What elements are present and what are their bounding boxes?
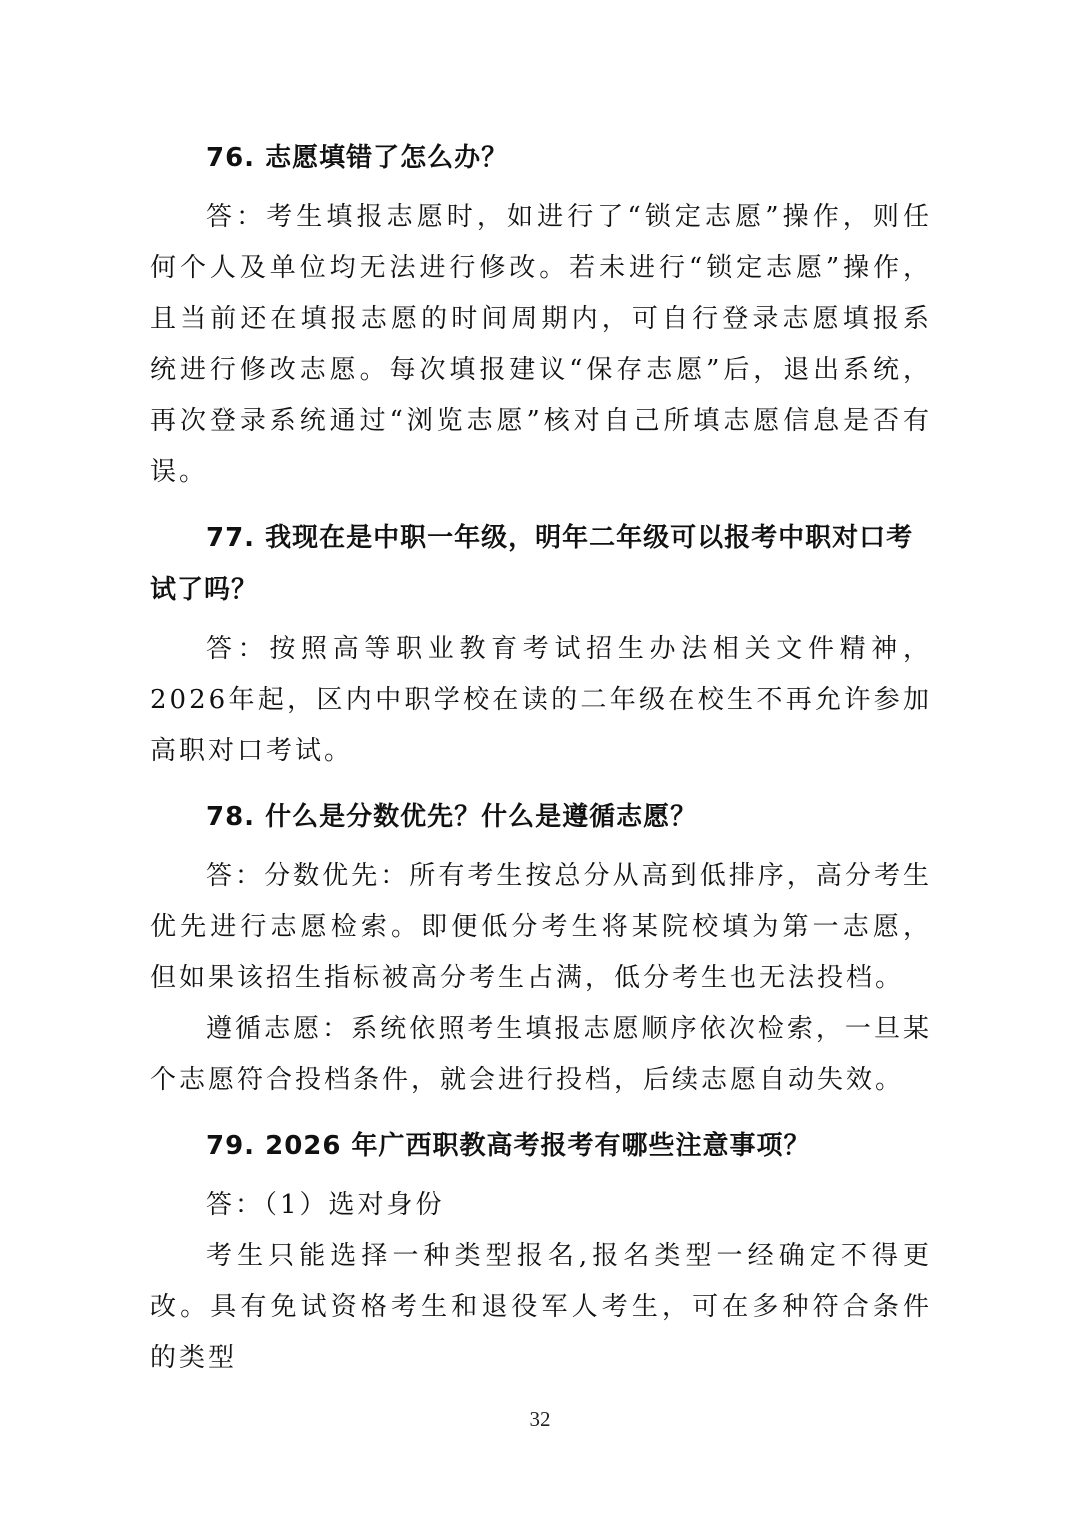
answer-78-paragraph-1: 答：分数优先：所有考生按总分从高到低排序，高分考生优先进行志愿检索。即便低分考生将某院校填为第一志愿，但如果该招生指标被高分考生占满，低分考生也无法投档。 [150, 861, 932, 993]
question-79-heading: 79. 2026 年广西职教高考报考有哪些注意事项？ [206, 1131, 811, 1161]
answer-77-paragraph: 答：按照高等职业教育考试招生办法相关文件精神，2026年起，区内中职学校在读的二年级在校生不再允许参加高职对口考试。 [150, 634, 932, 766]
question-78-heading: 78. 什么是分数优先？什么是遵循志愿？ [206, 802, 698, 832]
page-content [150, 132, 932, 1384]
page-number: 32 [529, 1407, 551, 1431]
answer-76-paragraph: 答：考生填报志愿时，如进行了“锁定志愿”操作，则任何个人及单位均无法进行修改。若未进行“锁定志愿”操作，且当前还在填报志愿的时间周期内，可自行登录志愿填报系统进行修改志愿。每次填报建议“保存志愿”后，退出系统，再次登录系统通过“浏览志愿”核对自己所填志愿信息是否有误。 [150, 202, 932, 487]
question-76-heading: 76. 志愿填错了怎么办？ [206, 143, 509, 173]
question-77-heading: 77. 我现在是中职一年级，明年二年级可以报考中职对口考试了吗？ [150, 523, 914, 605]
answer-79-paragraph-2: 考生只能选择一种类型报名,报名类型一经确定不得更改。具有免试资格考生和退役军人考生，可在多种符合条件的类型 [150, 1241, 932, 1373]
answer-79-paragraph-1: 答：（1）选对身份 [206, 1190, 445, 1220]
answer-78-paragraph-2: 遵循志愿：系统依照考生填报志愿顺序依次检索，一旦某个志愿符合投档条件，就会进行投档，后续志愿自动失效。 [150, 1014, 932, 1095]
